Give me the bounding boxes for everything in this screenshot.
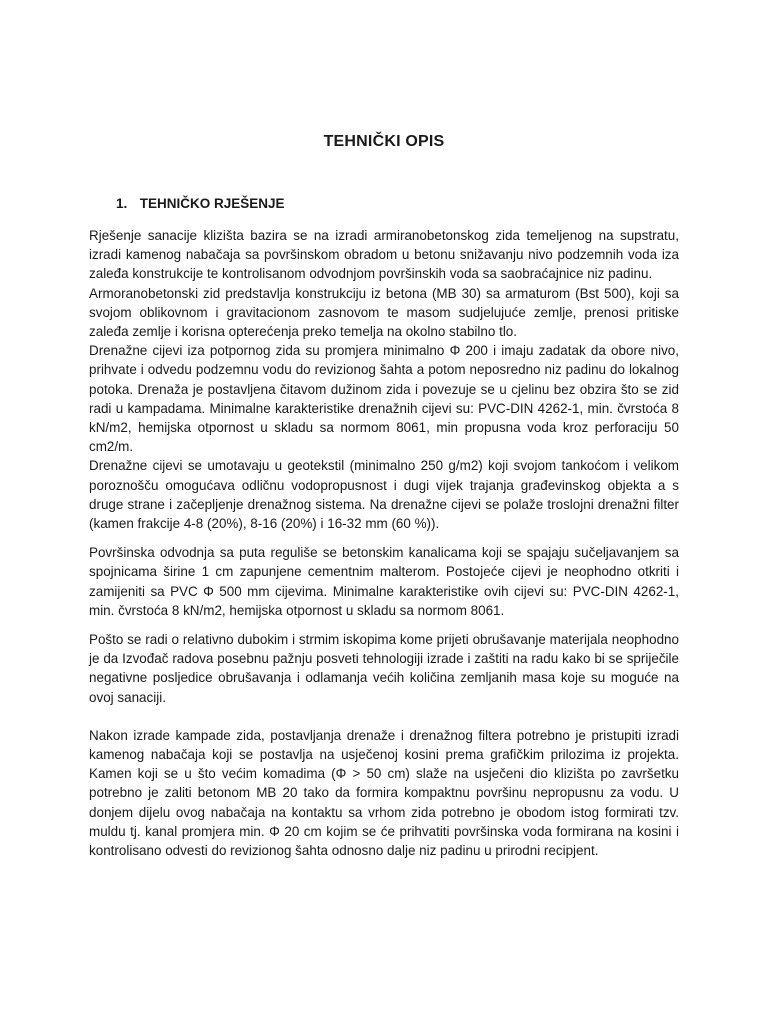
section-number: 1. bbox=[116, 196, 128, 211]
paragraph-surface-drainage: Površinska odvodnja sa puta reguliše se betonskim kanalicama koji se spajaju sučeljavanjem sa spojnicama širine 1 cm zapunjene cementnim malterom. Postojeće cijevi je neophodno otkriti i zamijeniti sa PVC Φ 500 mm cijevima. Minimalne karakteristike ovih cijevi su: PVC-DIN 4262-1, min. čvrstoća 8 kN/m2, hemijska otpornost u skladu sa normom 8061. bbox=[89, 545, 679, 618]
document-body bbox=[89, 226, 679, 860]
paragraph-geotextile: Drenažne cijevi se umotavaju u geotekstil (minimalno 250 g/m2) koji svojom tankoćom i velikom poroznošču omogućava odličnu vodopropusnost i dugi vijek trajanja građevinskog objekta a s druge strane i začepljenje drenažnog sistema. Na drenažne cijevi se polaže troslojni drenažni filter (kamen frakcije 4-8 (20%), 8-16 (20%) i 16-32 mm (60 %)). bbox=[89, 458, 679, 532]
paragraph-drainage-pipes: Drenažne cijevi iza potpornog zida su promjera minimalno Φ 200 i imaju zadatak da obore nivo, prihvate i odvedu podzemnu vodu do revizionog šahta a potom neposredno niz padinu do lokalnog potoka. Drenaža je postavljena čitavom dužinom zida i povezuje se u cjelinu bez obzira što se zid radi u kampadama. Minimalne karakteristike drenažnih cijevi su: PVC-DIN 4262-1, min. čvrstoća 8 kN/m2, hemijska otpornost u skladu sa normom 8061, min propusna voda kroz perforaciju 50 cm2/m. bbox=[89, 343, 679, 455]
section-heading bbox=[116, 196, 285, 211]
paragraph-stone-embankment: Nakon izrade kampade zida, postavljanja drenaže i drenažnog filtera potrebno je pristupiti izradi kamenog nabačaja koji se postavlja na usječenoj kosini prema grafičkim prilozima iz projekta. Kamen koji se u što većim komadima (Φ > 50 cm) slaže na usječeni dio klizišta po završetku potrebno je zaliti betonom MB 20 tako da formira kompaktnu površinu nepropusnu za vodu. U donjem dijelu ovog nabačaja na kontaktu sa vrhom zida potrebno je obodom istog formirati tzv. muldu tj. kanal promjera min. Φ 20 cm kojim se će prihvatiti površinska voda formirana na kosini i kontrolisano odvesti do revizionog šahta odnosno dalje niz padinu u prirodni recipjent. bbox=[89, 727, 679, 859]
paragraph-retaining-wall: Armoranobetonski zid predstavlja konstrukciju iz betona (MB 30) sa armaturom (Bst 500), koji sa svojom oblikovnom i gravitacionom zasnovom te masom sudjelujuće zemlje, prenosi pritiske zaleđa zemlje i korisna opterećenja preko temelja na okolno stabilno tlo. bbox=[89, 285, 679, 340]
paragraph-solution-overview: Rješenje sanacije klizišta bazira se na izradi armiranobetonskog zida temeljenog na supstratu, izradi kamenog nabačaja sa površinskom obradom u betonu snižavanju nivo podzemnih voda iza zaleđa konstrukcije te kontrolisanom odvodnjom površinskih voda sa saobraćajnice niz padinu. bbox=[89, 228, 679, 282]
paragraph-spacer bbox=[89, 620, 679, 630]
paragraph-spacer bbox=[89, 533, 679, 543]
paragraph-safety: Pošto se radi o relativno dubokim i strmim iskopima kome prijeti obrušavanje materijala neophodno je da Izvođač radova posebnu pažnju posveti tehnologiji izrade i zaštiti na radu kako bi se spriječile negativne posljedice obrušavanja i odlamanja većih količina zemljanih masa koje su moguće na ovoj sanaciji. bbox=[89, 632, 679, 705]
paragraph-spacer bbox=[89, 707, 679, 726]
section-heading-text: TEHNIČKO RJEŠENJE bbox=[139, 196, 285, 211]
document-title: TEHNIČKI OPIS bbox=[323, 133, 445, 150]
